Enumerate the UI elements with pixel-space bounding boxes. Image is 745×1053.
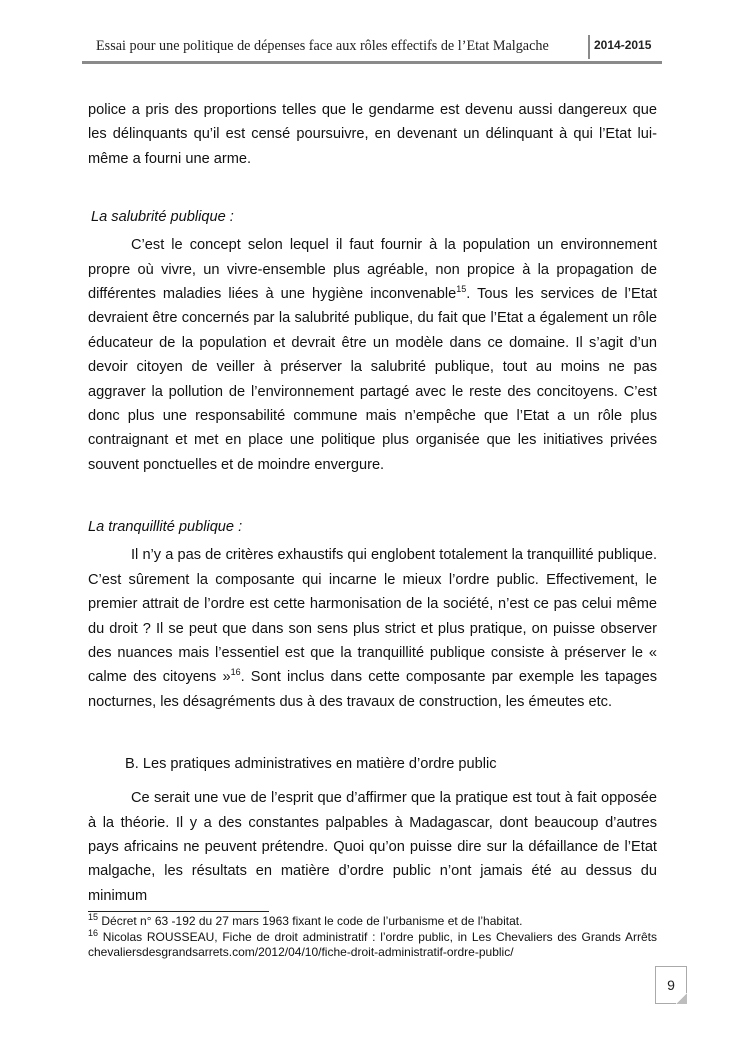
- salubrite-heading: La salubrité publique :: [91, 209, 234, 226]
- footnote-text: Décret n° 63 -192 du 27 mars 1963 fixant le code de l’urbanisme et de l’habitat.: [101, 914, 523, 928]
- footnotes: [88, 914, 657, 961]
- footnote-separator: [88, 911, 269, 912]
- footnote-number: 15: [88, 912, 99, 922]
- section-b-heading: B. Les pratiques administratives en matière d’ordre public: [125, 756, 497, 773]
- footnote-number: 16: [88, 927, 99, 938]
- footnote-text: Nicolas ROUSSEAU, Fiche de droit administratif : l’ordre public, in Les Chevaliers des Grands Arrêts chevaliersdesgrandsarrets.com/2012/04/10/fiche-droit-administratif-ordre-public/: [88, 929, 657, 959]
- header-title: Essai pour une politique de dépenses face aux rôles effectifs de l’Etat Malgache: [96, 38, 549, 54]
- footnote-16: [88, 927, 657, 961]
- page-curl-icon: [676, 993, 687, 1004]
- salubrite-text-2: . Tous les services de l’Etat devraient être concernés par la salubrité publique, du fait que l’Etat a également un rôle éducateur de la population et devrait être un modèle dans ce domaine. Il s’agit d’un devoir citoyen de veiller à préserver la salubrité publique, tout au moins ne pas aggraver la pollution de l’environnement partagé avec le reste des concitoyens. C’est donc plus une responsabilité commune mais n’empêche que l’Etat a un rôle plus contraignant et met en place une politique plus organisée que les initiatives privées souvent ponctuelles et de moindre envergure.: [88, 286, 657, 473]
- section-b-paragraph: Ce serait une vue de l’esprit que d’affirmer que la pratique est tout à fait opposée à la théorie. Il y a des constantes palpables à Madagascar, dont beaucoup d’autres pays africains ne peuvent prétendre. Quoi qu’on puisse dire sur la défaillance de l’Etat malgache, les résultats en matière d’ordre public n’ont jamais été au dessus du minimum: [88, 790, 657, 904]
- page-header: [82, 31, 662, 64]
- tranquillite-paragraph: [88, 543, 657, 714]
- page-body: [88, 98, 657, 908]
- tranquillite-heading: La tranquillité publique :: [88, 519, 243, 536]
- header-separator: [588, 35, 590, 59]
- salubrite-paragraph: [88, 233, 657, 477]
- page-number: 9: [667, 977, 675, 993]
- footnote-ref-16: 16: [230, 667, 241, 678]
- intro-paragraph: police a pris des proportions telles que le gendarme est devenu aussi dangereux que les délinquants qu’il est censé poursuivre, en devenant un délinquant à qui l’Etat lui-même a fourni une arme.: [88, 102, 657, 167]
- footnote-ref-15: 15: [456, 284, 467, 295]
- header-year: 2014-2015: [594, 38, 652, 52]
- page-number-box: [655, 966, 687, 1004]
- tranquillite-text-1: Il n’y a pas de critères exhaustifs qui englobent totalement la tranquillité publique. C’est sûrement la composante qui incarne le mieux l’ordre public. Effectivement, le premier attrait de l’ordre est cette harmonisation de la société, n’est ce pas celui même du droit ? Il se peut que dans son sens plus strict et plus pratique, on puisse observer des nuances mais l’essentiel est que la tranquillité publique consiste à préserver le « calme des citoyens »: [88, 547, 657, 686]
- tranquillite-text-2: . Sont inclus dans cette composante par exemple les tapages nocturnes, les désagréments dus à des travaux de construction, les émeutes etc.: [88, 669, 657, 710]
- salubrite-text-1: C’est le concept selon lequel il faut fournir à la population un environnement propre où vivre, un vivre-ensemble plus agréable, non propice à la propagation de différentes maladies liées à une hygiène inconvenable: [88, 237, 657, 303]
- footnote-15: [88, 914, 657, 930]
